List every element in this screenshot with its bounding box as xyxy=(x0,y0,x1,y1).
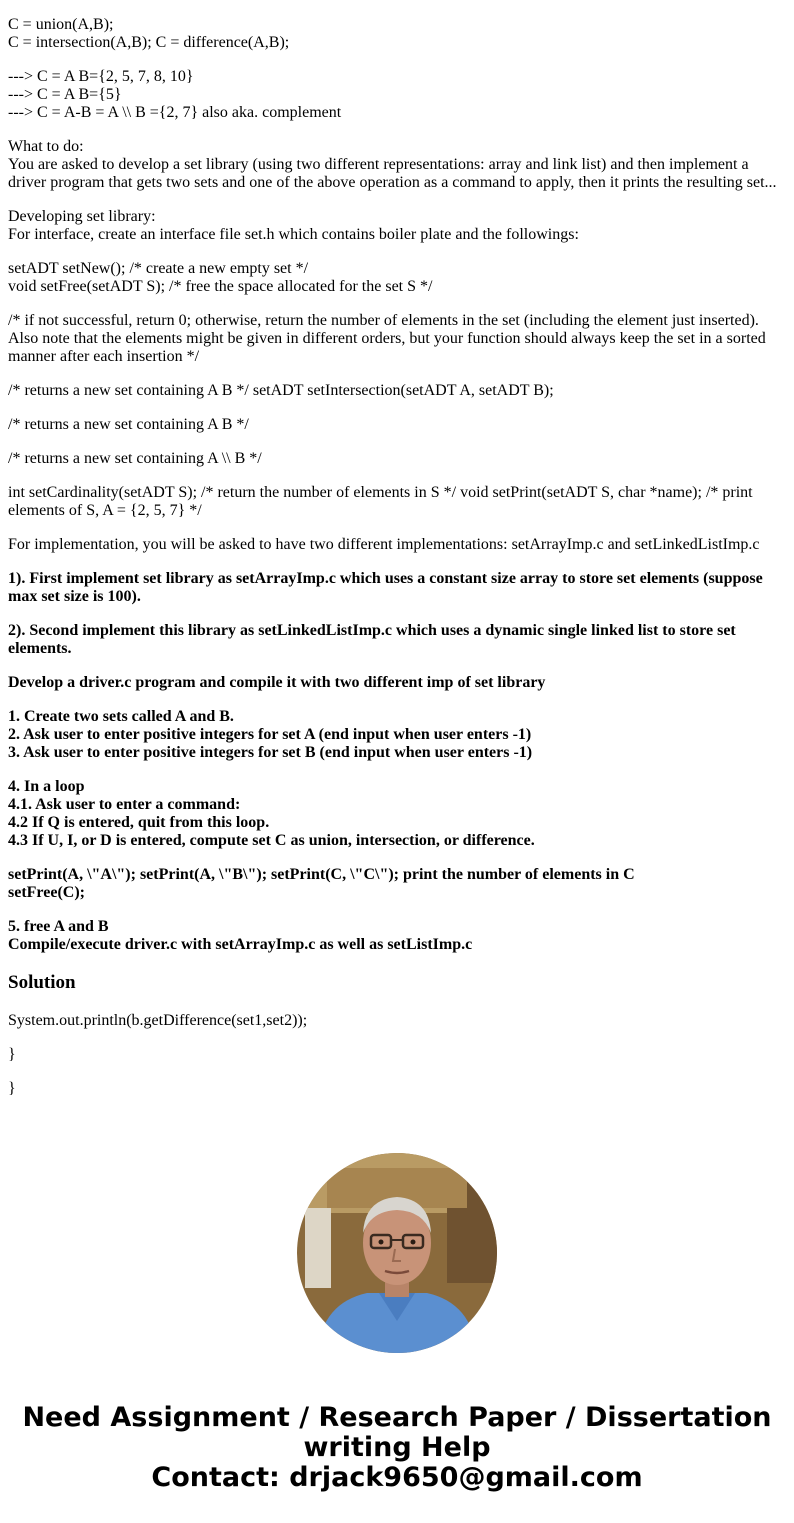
step-line: 4. In a loop xyxy=(8,778,85,795)
steps-b xyxy=(8,778,786,850)
solution-line: } xyxy=(8,1046,16,1063)
question-body xyxy=(8,0,786,1114)
final-line: Compile/execute driver.c with setArrayImp.c as well as setListImp.c xyxy=(8,936,473,953)
step-line: 4.1. Ask user to enter a command: xyxy=(8,796,241,813)
dev-text: For interface, create an interface file set.h which contains boiler plate and the followings: xyxy=(8,226,579,243)
avatar xyxy=(297,1153,497,1353)
op-line: C = union(A,B); xyxy=(8,16,114,33)
solution-section xyxy=(8,972,786,1098)
step-line: 1. Create two sets called A and B. xyxy=(8,708,234,725)
intersection-line: /* returns a new set containing A B */ setADT setIntersection(setADT A, setADT B); xyxy=(8,382,554,399)
op-line: C = intersection(A,B); C = difference(A,B); xyxy=(8,34,290,51)
print-line: setPrint(A, \"A\"); setPrint(A, \"B\"); setPrint(C, \"C\"); print the number of elements in C xyxy=(8,866,635,883)
example-line: ---> C = A-B = A \\ B ={2, 7} also aka. complement xyxy=(8,104,342,121)
api-lines xyxy=(8,260,786,296)
example-line: ---> C = A B={2, 5, 7, 8, 10} xyxy=(8,68,194,85)
step-line: 4.3 If U, I, or D is entered, compute set C as union, intersection, or difference. xyxy=(8,832,535,849)
union-comment: /* returns a new set containing A B */ xyxy=(8,416,249,433)
final-line: 5. free A and B xyxy=(8,918,109,935)
print-line: setFree(C); xyxy=(8,884,85,901)
step-line: 3. Ask user to enter positive integers for set B (end input when user enters -1) xyxy=(8,744,533,761)
promo-line: Need Assignment / Research Paper / Dissertation xyxy=(22,1402,772,1433)
print-lines xyxy=(8,866,786,902)
difference-comment: /* returns a new set containing A \\ B */ xyxy=(8,450,262,467)
solution-heading: Solution xyxy=(8,972,76,993)
final-lines xyxy=(8,918,786,954)
solution-line: } xyxy=(8,1080,16,1097)
set-operations xyxy=(8,16,786,52)
impl-text: For implementation, you will be asked to have two different implementations: setArrayImp.c and setLinkedListImp.c xyxy=(8,536,760,553)
dev-section xyxy=(8,208,786,244)
impl-2: 2). Second implement this library as setLinkedListImp.c which uses a dynamic single linked list to store set elements. xyxy=(8,622,736,657)
steps-a xyxy=(8,708,786,762)
api-line: void setFree(setADT S); /* free the space allocated for the set S */ xyxy=(8,278,433,295)
impl-1: 1). First implement set library as setArrayImp.c which uses a constant size array to store set elements (suppose max set size is 100). xyxy=(8,570,763,605)
example-line: ---> C = A B={5} xyxy=(8,86,122,103)
solution-line: System.out.println(b.getDifference(set1,set2)); xyxy=(8,1012,308,1029)
driver-heading: Develop a driver.c program and compile it with two different imp of set library xyxy=(8,674,546,691)
operation-examples xyxy=(8,68,786,122)
what-to-do-section xyxy=(8,138,786,192)
what-to-do-text: You are asked to develop a set library (using two different representations: array and link list) and then implement a driver program that gets two sets and one of the above operation as a command to apply, then it prints the resulting set... xyxy=(8,156,777,191)
promo-footer xyxy=(0,1403,794,1493)
contact-line: Contact: drjack9650@gmail.com xyxy=(151,1462,643,1493)
cardinality-line: int setCardinality(setADT S); /* return the number of elements in S */ void setPrint(setADT S, char *name); /* print elements of S, A = {2, 5, 7} */ xyxy=(8,484,753,519)
api-line: setADT setNew(); /* create a new empty set */ xyxy=(8,260,309,277)
step-line: 2. Ask user to enter positive integers for set A (end input when user enters -1) xyxy=(8,726,532,743)
promo-line: writing Help xyxy=(303,1432,491,1463)
tutor-photo-icon xyxy=(297,1153,497,1353)
what-to-do-heading: What to do: xyxy=(8,138,84,155)
step-line: 4.2 If Q is entered, quit from this loop. xyxy=(8,814,270,831)
insert-comment: /* if not successful, return 0; otherwise, return the number of elements in the set (including the element just inserted). Also note that the elements might be given in different orders, but your function should always keep the set in a sorted manner after each insertion */ xyxy=(8,312,766,365)
dev-heading: Developing set library: xyxy=(8,208,156,225)
